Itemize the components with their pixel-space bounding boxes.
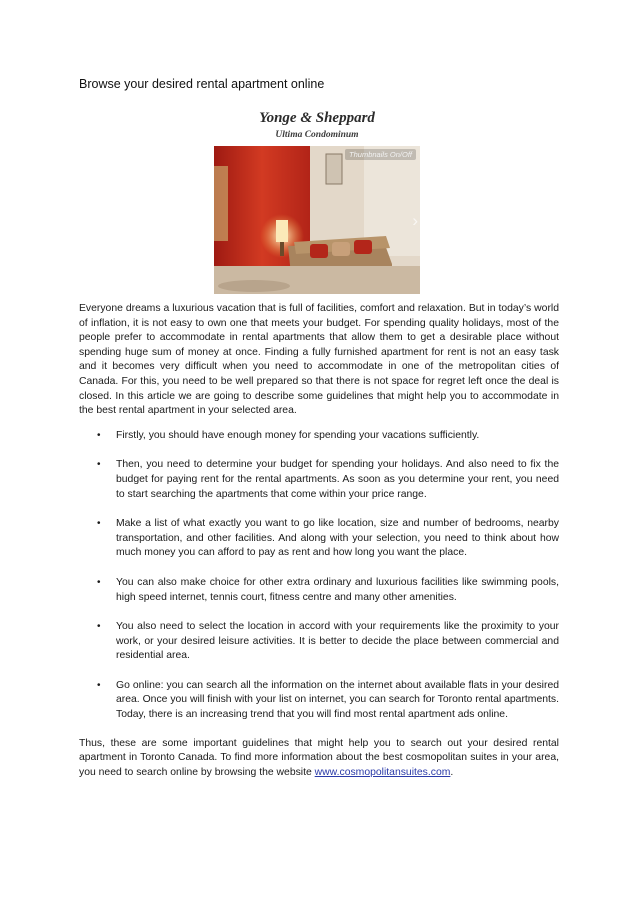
closing-paragraph: [79, 737, 559, 781]
list-item-text: You can also make choice for other extra ordinary and luxurious facilities like swimming pools, high speed internet, tennis court, fitness centre and many other amenities.: [116, 576, 559, 603]
closing-end: .: [450, 766, 454, 778]
list-item: [79, 429, 559, 444]
list-item: [79, 458, 559, 502]
list-item: [79, 679, 559, 723]
list-item: [79, 620, 559, 664]
list-item-text: Go online: you can search all the information on the internet about available flats in your desired area. Once you will finish with your list on internet, you can search for Toronto rental apartments. Today, there is an increasing trend that you will find most rental apartment ads online.: [116, 679, 559, 721]
intro-paragraph: Everyone dreams a luxurious vacation that is full of facilities, comfort and relaxation. But in today’s world of inflation, it is not easy to own one that meets your budget. For spending quality holidays, most of the people prefer to accommodate in rental apartments that allow them to get a desirable place without spending huge sum of money at once. Finding a fully furnished apartment for rent is not an easy task and it becomes very difficult when you need to accommodate in one of the metropolitan cities of Canada. For this, you need to be well prepared so that there is not space for regret left once the deal is closed. In this article we are going to describe some guidelines that might help you to accommodate in the best rental apartment in your selected area.: [79, 303, 559, 417]
thumbnails-toggle[interactable]: Thumbnails On/Off: [345, 149, 416, 160]
apartment-figure: [214, 108, 420, 294]
list-item: [79, 576, 559, 605]
bullet-glyph: •: [97, 679, 101, 691]
closing-text: Thus, these are some important guidelines that might help you to search out your desired rental apartment in Toronto Canada. To find more information about the best cosmopolitan suites in your area, you need to search online by browsing the website: [79, 737, 559, 778]
list-item-text: You also need to select the location in accord with your requirements like the proximity to your work, or your desired leisure activities. It is better to decide the place between commercial and residential area.: [116, 621, 559, 662]
website-link[interactable]: www.cosmopolitansuites.com: [314, 766, 451, 778]
bullet-glyph: •: [97, 459, 101, 471]
bullet-glyph: •: [97, 518, 101, 530]
chevron-right-icon[interactable]: ›: [412, 211, 418, 230]
article-body: [79, 302, 559, 780]
figure-subtitle: Ultima Condominum: [275, 130, 359, 140]
list-item-text: Then, you need to determine your budget for spending your holidays. And also need to fix the budget for paying rent for the rental apartments. As soon as you determine your rent, you need to start searching the apartments that come within your price range.: [116, 459, 559, 500]
figure-brand: Yonge & Sheppard: [259, 110, 375, 126]
list-item: [79, 517, 559, 561]
bullet-glyph: •: [97, 576, 101, 588]
guidelines-list: [79, 429, 559, 723]
page-title: Browse your desired rental apartment online: [79, 77, 325, 91]
bullet-glyph: •: [97, 429, 101, 441]
living-room-illustration: [214, 146, 420, 294]
bullet-glyph: •: [97, 621, 101, 633]
figure-header: [214, 108, 420, 144]
list-item-text: Firstly, you should have enough money for spending your vacations sufficiently.: [116, 429, 480, 441]
apartment-photo: [214, 146, 420, 294]
list-item-text: Make a list of what exactly you want to go like location, size and number of bedrooms, nearby transportation, and other facilities. And along with your selection, you need to think about how much money you can afford to pay as rent and how long you want the place.: [116, 518, 559, 559]
